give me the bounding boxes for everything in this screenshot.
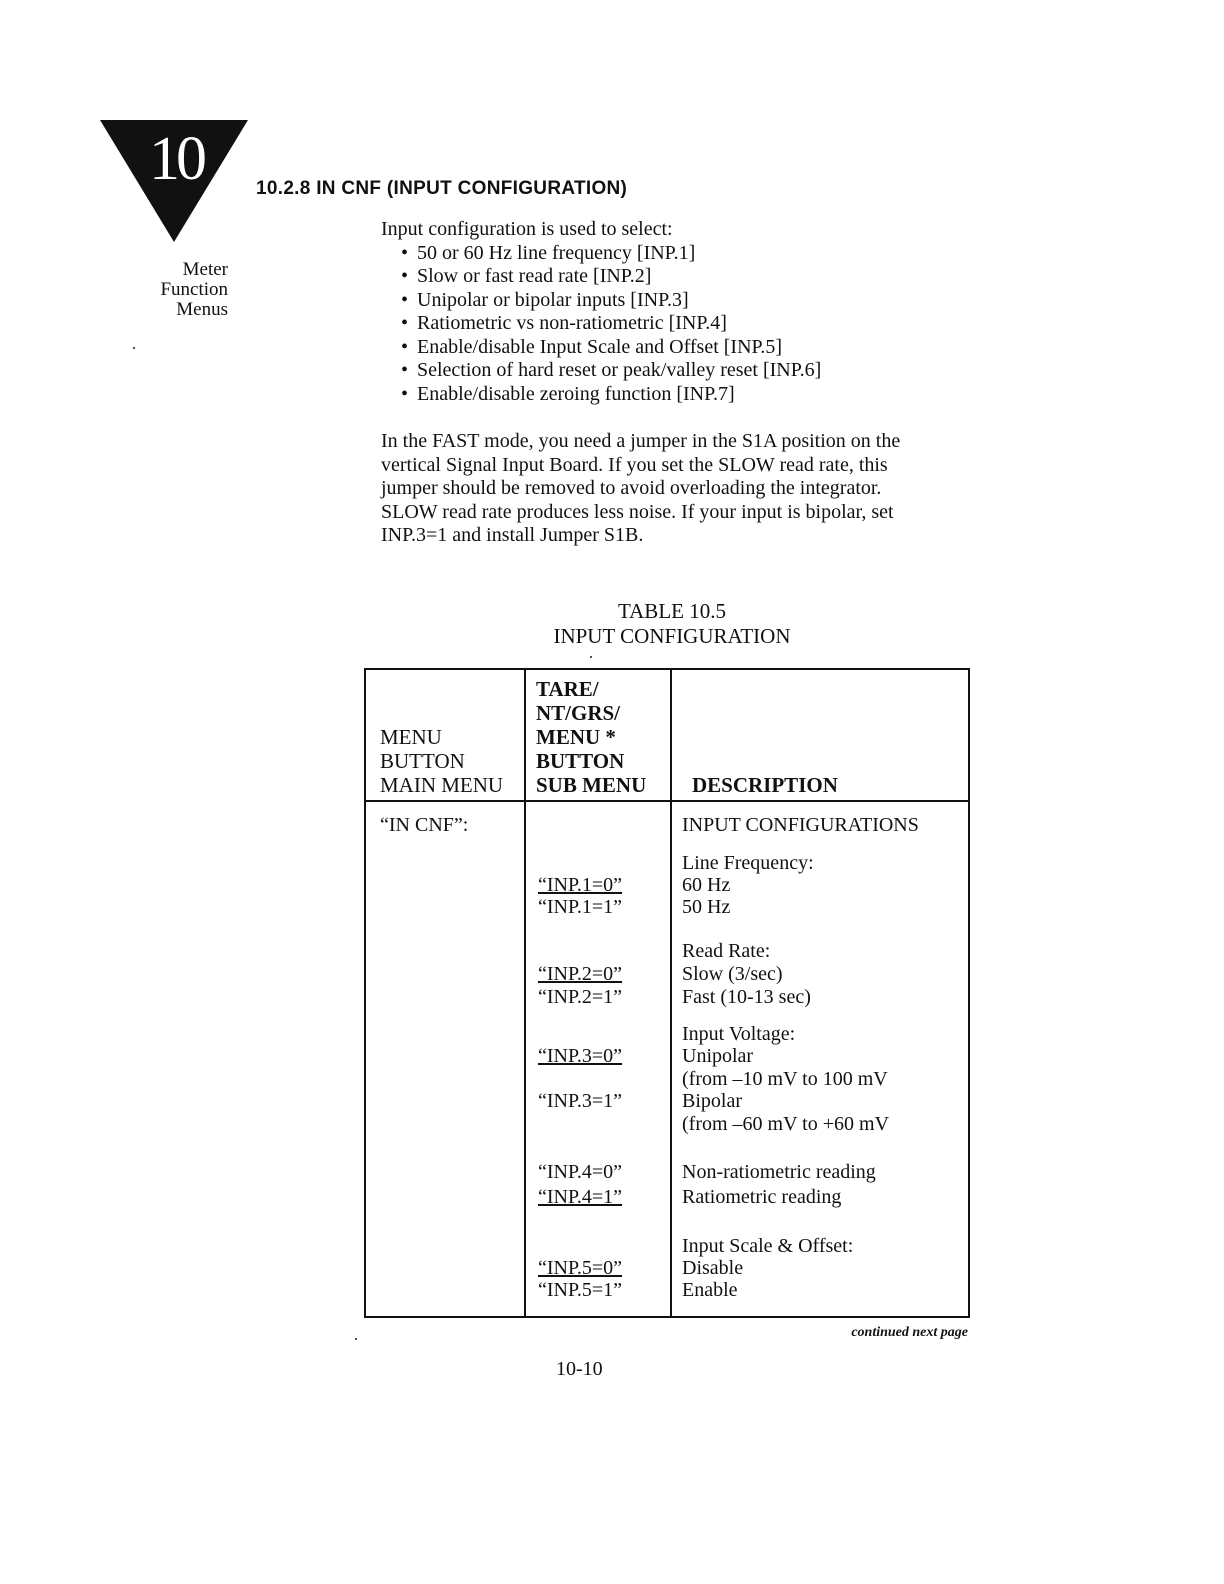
continued-note: continued next page	[851, 1325, 968, 1340]
chapter-side-label	[160, 260, 228, 320]
body-paragraph	[381, 430, 971, 548]
paragraph-line: INP.3=1 and install Jumper S1B.	[381, 524, 644, 546]
sub-menu-code: “INP.1=1”	[538, 896, 623, 918]
code-text: “INP.2=0”	[538, 963, 623, 985]
group-heading: Input Scale & Offset:	[682, 1235, 854, 1257]
column-divider	[670, 670, 672, 1316]
intro-block	[381, 218, 821, 406]
header-description	[692, 670, 838, 800]
option-note: (from –60 mV to +60 mV	[682, 1113, 890, 1135]
side-label-line: Function	[160, 279, 228, 300]
paragraph-line: In the FAST mode, you need a jumper in the S1A position on the	[381, 430, 901, 452]
bullet-list	[381, 242, 821, 407]
option-description: 60 Hz	[682, 874, 731, 896]
header-text: BUTTON	[380, 749, 465, 773]
sub-menu-code: “INP.2=1”	[538, 986, 623, 1008]
header-text: DESCRIPTION	[692, 773, 838, 797]
option-description: Enable	[682, 1279, 738, 1301]
side-label-line: Menus	[176, 299, 228, 320]
paragraph-line: jumper should be removed to avoid overloading the integrator.	[381, 477, 882, 499]
table-section-title: INPUT CONFIGURATIONS	[682, 814, 919, 836]
header-rule	[366, 800, 968, 802]
option-description: Unipolar	[682, 1045, 754, 1067]
scan-speck	[133, 347, 135, 349]
option-description: 50 Hz	[682, 896, 731, 918]
option-description: Non-ratiometric reading	[682, 1161, 876, 1183]
option-note: (from –10 mV to 100 mV	[682, 1068, 888, 1090]
header-text: MENU	[380, 725, 442, 749]
scan-speck	[355, 1338, 357, 1340]
sub-menu-code	[538, 874, 622, 897]
option-description: Fast (10-13 sec)	[682, 986, 811, 1008]
scan-speck	[590, 656, 592, 658]
table-title: INPUT CONFIGURATION	[553, 624, 791, 648]
page-number: 10-10	[556, 1358, 603, 1380]
sub-menu-code: “INP.3=1”	[538, 1090, 623, 1112]
sub-menu-code	[538, 963, 622, 986]
option-description: Bipolar	[682, 1090, 742, 1112]
header-text: MENU *	[536, 725, 616, 749]
list-item: • 50 or 60 Hz line frequency [INP.1]	[401, 242, 821, 266]
paragraph-line: vertical Signal Input Board. If you set the SLOW read rate, this	[381, 453, 888, 476]
chapter-tab	[100, 120, 248, 242]
column-divider	[524, 670, 526, 1316]
group-heading: Line Frequency:	[682, 852, 814, 874]
list-item: • Slow or fast read rate [INP.2]	[401, 265, 821, 289]
intro-text: Input configuration is used to select:	[381, 218, 673, 240]
header-text: NT/GRS/	[536, 701, 621, 725]
table-number: TABLE 10.5	[618, 599, 726, 623]
section-heading: 10.2.8 IN CNF (INPUT CONFIGURATION)	[256, 178, 628, 199]
header-sub-menu	[536, 670, 646, 800]
header-text: TARE/	[536, 677, 599, 701]
list-item: • Enable/disable Input Scale and Offset [INP.5]	[401, 336, 821, 360]
sub-menu-code	[538, 1186, 622, 1209]
sub-menu-code: “INP.5=1”	[538, 1279, 623, 1301]
chapter-number: 10	[149, 125, 203, 193]
group-heading: Read Rate:	[682, 940, 771, 962]
sub-menu-code: “INP.4=0”	[538, 1161, 623, 1183]
list-item: • Unipolar or bipolar inputs [INP.3]	[401, 289, 821, 313]
config-table	[364, 668, 970, 1318]
group-heading: Input Voltage:	[682, 1023, 796, 1045]
code-text: “INP.4=1”	[538, 1186, 623, 1208]
sub-menu-code	[538, 1257, 622, 1280]
list-item: • Selection of hard reset or peak/valley reset [INP.6]	[401, 359, 821, 383]
code-text: “INP.5=0”	[538, 1257, 623, 1279]
header-main-menu	[380, 670, 503, 800]
list-item: • Enable/disable zeroing function [INP.7]	[401, 383, 821, 407]
list-item: • Ratiometric vs non-ratiometric [INP.4]	[401, 312, 821, 336]
table-caption	[480, 599, 864, 649]
option-description: Slow (3/sec)	[682, 963, 783, 985]
code-text: “INP.1=0”	[538, 874, 623, 896]
side-label-line: Meter	[182, 259, 228, 280]
header-text: SUB MENU	[536, 773, 647, 797]
main-menu-cell: “IN CNF”:	[380, 814, 469, 836]
option-description: Ratiometric reading	[682, 1186, 842, 1208]
header-text: BUTTON	[536, 749, 625, 773]
option-description: Disable	[682, 1257, 744, 1279]
header-text: MAIN MENU	[380, 773, 504, 797]
sub-menu-code	[538, 1045, 622, 1068]
code-text: “INP.3=0”	[538, 1045, 623, 1067]
paragraph-line: SLOW read rate produces less noise. If your input is bipolar, set	[381, 500, 894, 523]
